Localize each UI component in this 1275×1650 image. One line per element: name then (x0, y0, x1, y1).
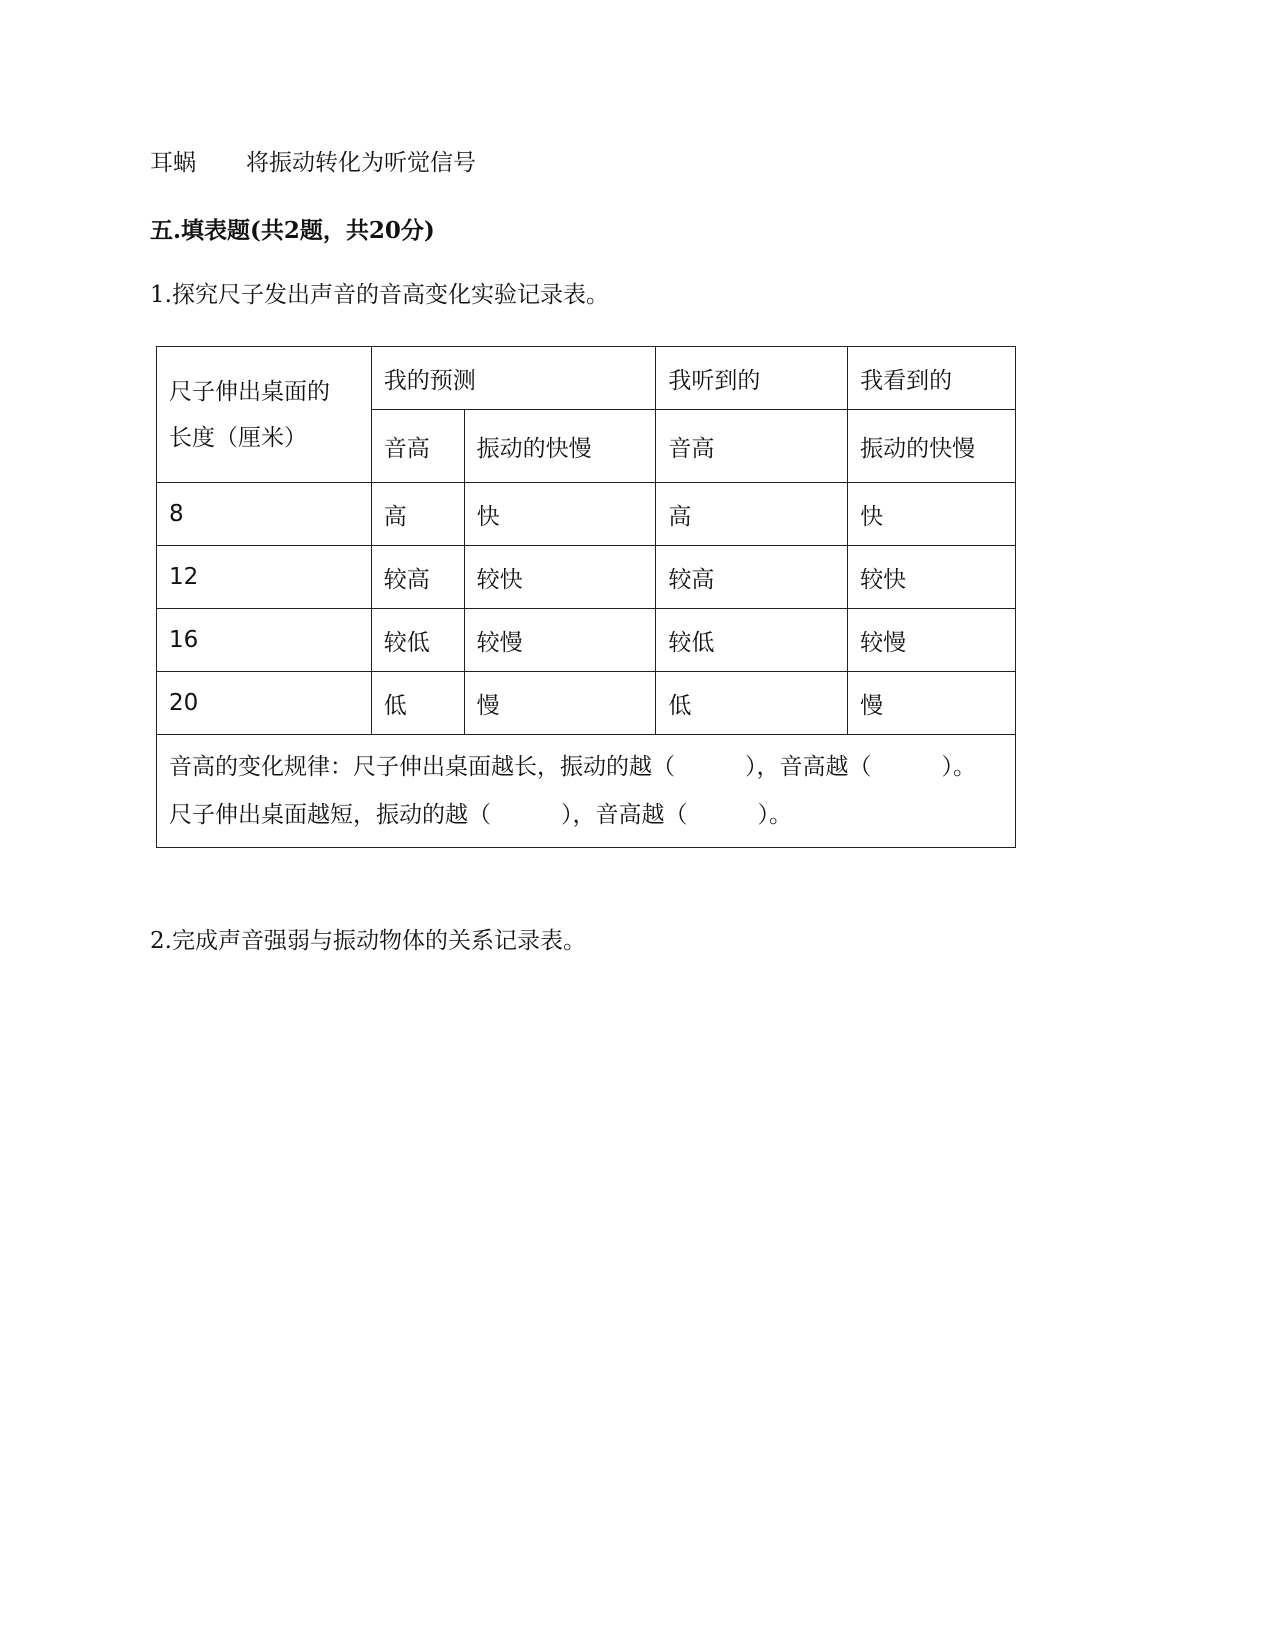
pitch-rule-summary (157, 735, 1016, 848)
table-cell: 较高 (371, 546, 464, 609)
table-cell: 高 (371, 483, 464, 546)
table-cell: 快 (464, 483, 656, 546)
table-cell: 较慢 (464, 609, 656, 672)
table-cell: 12 (157, 546, 372, 609)
table-cell: 较快 (464, 546, 656, 609)
summary-line1-part3: ）。 (941, 754, 976, 780)
length-header-line2: 长度（厘米） (169, 424, 307, 451)
term-cochlea: 耳蜗 (150, 150, 196, 176)
group-header-seen: 我看到的 (848, 347, 1016, 410)
table-cell: 16 (157, 609, 372, 672)
table-row (157, 672, 1016, 735)
table-cell: 快 (848, 483, 1016, 546)
table-cell: 20 (157, 672, 372, 735)
question-2-prompt: 2.完成声音强弱与振动物体的关系记录表。 (150, 928, 586, 954)
table-row (157, 483, 1016, 546)
term-definition: 将振动转化为听觉信号 (246, 150, 476, 176)
subheader-speed-predicted: 振动的快慢 (464, 410, 656, 483)
table-row (157, 546, 1016, 609)
length-header-line1: 尺子伸出桌面的 (169, 378, 330, 405)
group-header-heard: 我听到的 (656, 347, 848, 410)
pitch-experiment-table (156, 346, 1016, 848)
previous-answer-line (150, 148, 476, 178)
table-cell: 较低 (656, 609, 848, 672)
length-header-cell (157, 347, 372, 483)
table-cell: 低 (371, 672, 464, 735)
table-row (157, 609, 1016, 672)
subheader-speed-seen: 振动的快慢 (848, 410, 1016, 483)
summary-line1-part1: 音高的变化规律：尺子伸出桌面越长，振动的越（ (169, 754, 675, 780)
table-cell: 较高 (656, 546, 848, 609)
summary-line2-part2: ），音高越（ (561, 802, 688, 828)
summary-row (157, 735, 1016, 848)
group-header-prediction: 我的预测 (371, 347, 656, 410)
table-cell: 慢 (464, 672, 656, 735)
table-cell: 较快 (848, 546, 1016, 609)
summary-line2-part1: 尺子伸出桌面越短，振动的越（ (169, 802, 491, 828)
table-cell: 较慢 (848, 609, 1016, 672)
section-heading: 五.填表题(共2题，共20分) (150, 217, 435, 244)
subheader-pitch-predicted: 音高 (371, 410, 464, 483)
table-header-row (157, 347, 1016, 410)
table-cell: 慢 (848, 672, 1016, 735)
table-cell: 低 (656, 672, 848, 735)
summary-line1-part2: ），音高越（ (745, 754, 872, 780)
table-cell: 较低 (371, 609, 464, 672)
table-cell: 8 (157, 483, 372, 546)
summary-line2-part3: ）。 (757, 802, 792, 828)
table-cell: 高 (656, 483, 848, 546)
question-1-prompt: 1.探究尺子发出声音的音高变化实验记录表。 (150, 282, 609, 308)
subheader-pitch-heard: 音高 (656, 410, 848, 483)
